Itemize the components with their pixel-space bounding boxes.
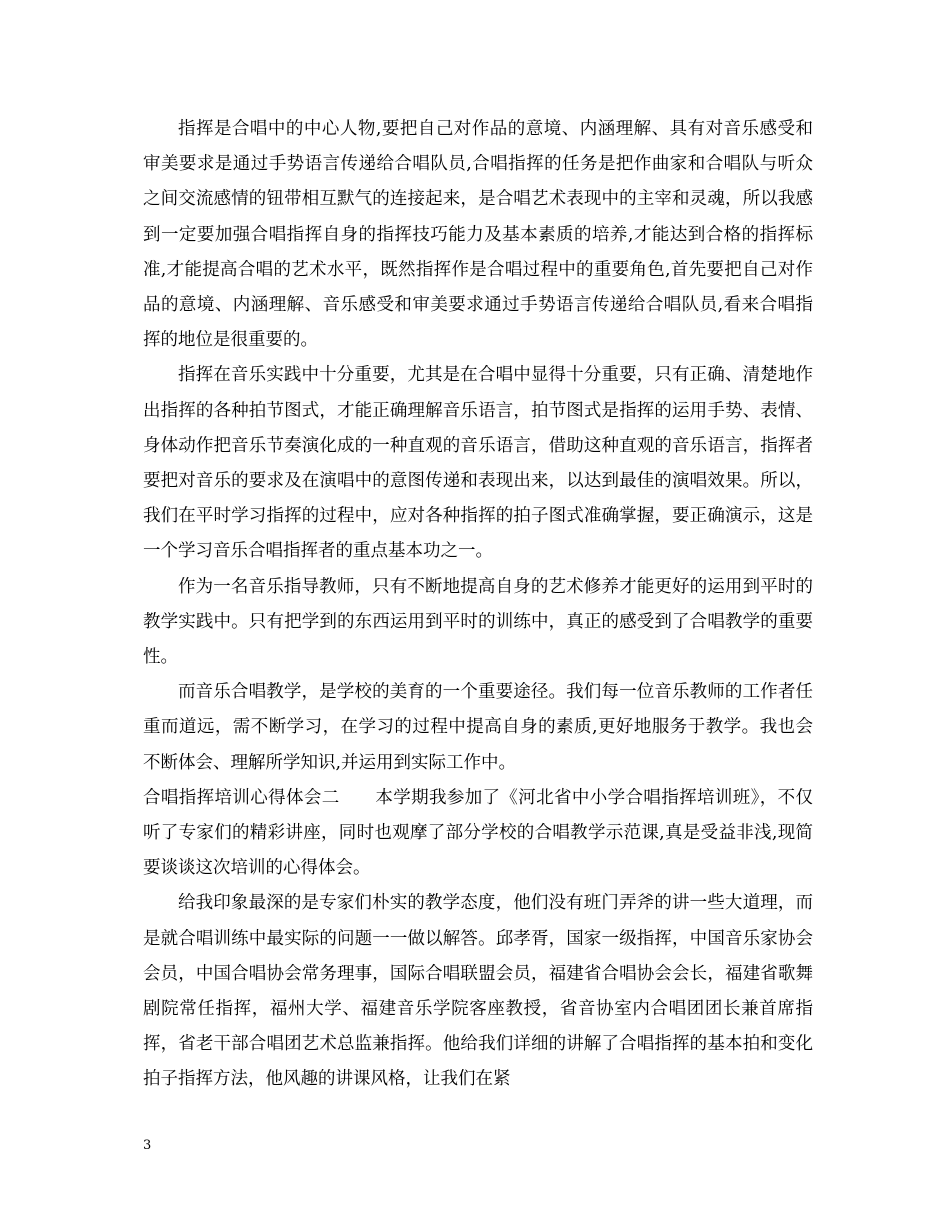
paragraph-choir-teaching: 而音乐合唱教学，是学校的美育的一个重要途径。我们每一位音乐教师的工作者任重而道远，需不断学习，在学习的过程中提高自身的素质,更好地服务于教学。我也会不断体会、理解所学知识,并运用到实际工作中。 [143,682,813,773]
body-text [143,112,813,1098]
paragraph-expert-impression: 给我印象最深的是专家们朴实的教学态度，他们没有班门弄斧的讲一些大道理，而是就合唱训练中最实际的问题一一做以解答。邱孝胥，国家一级指挥，中国音乐家协会会员，中国合唱协会常务理事，国际合唱联盟会员，福建省合唱协会会长，福建省歌舞剧院常任指挥，福州大学、福建音乐学院客座教授，省音协室内合唱团团长兼首席指挥，省老干部合唱团艺术总监兼指挥。他给我们详细的讲解了合唱指挥的基本拍和变化拍子指挥方法，他风趣的讲课风格，让我们在紧 [143,893,813,1090]
paragraph-beat-patterns: 指挥在音乐实践中十分重要，尤其是在合唱中显得十分重要，只有正确、清楚地作出指挥的各种拍节图式，才能正确理解音乐语言，拍节图式是指挥的运用手势、表情、身体动作把音乐节奏演化成的一种直观的音乐语言，借助这种直观的音乐语言，指挥者要把对音乐的要求及在演唱中的意图传递和表现出来，以达到最佳的演唱效果。所以，我们在平时学习指挥的过程中，应对各种指挥的拍子图式准确掌握，要正确演示，这是一个学习音乐合唱指挥者的重点基本功之一。 [143,365,813,562]
paragraph-teacher-practice: 作为一名音乐指导教师，只有不断地提高自身的艺术修养才能更好的运用到平时的教学实践中。只有把学到的东西运用到平时的训练中，真正的感受到了合唱教学的重要性。 [143,576,813,668]
paragraph-conductor-role: 指挥是合唱中的中心人物,要把自己对作品的意境、内涵理解、具有对音乐感受和审美要求是通过手势语言传递给合唱队员,合唱指挥的任务是把作曲家和合唱队与听众之间交流感情的钮带相互默气的连接起来，是合唱艺术表现中的主宰和灵魂，所以我感到一定要加强合唱指挥自身的指挥技巧能力及基本素质的培养,才能达到合格的指挥标准,才能提高合唱的艺术水平，既然指挥作是合唱过程中的重要角色,首先要把自己对作品的意境、内涵理解、音乐感受和审美要求通过手势语言传递给合唱队员,看来合唱指挥的地位是很重要的。 [143,119,813,351]
paragraph-training-experience-two: 合唱指挥培训心得体会二 本学期我参加了《河北省中小学合唱指挥培训班》，不仅听了专家们的精彩讲座，同时也观摩了部分学校的合唱教学示范课,真是受益非浅,现简要谈谈这次培训的心得体会。 [143,787,813,879]
page-number: 3 [143,1138,152,1153]
